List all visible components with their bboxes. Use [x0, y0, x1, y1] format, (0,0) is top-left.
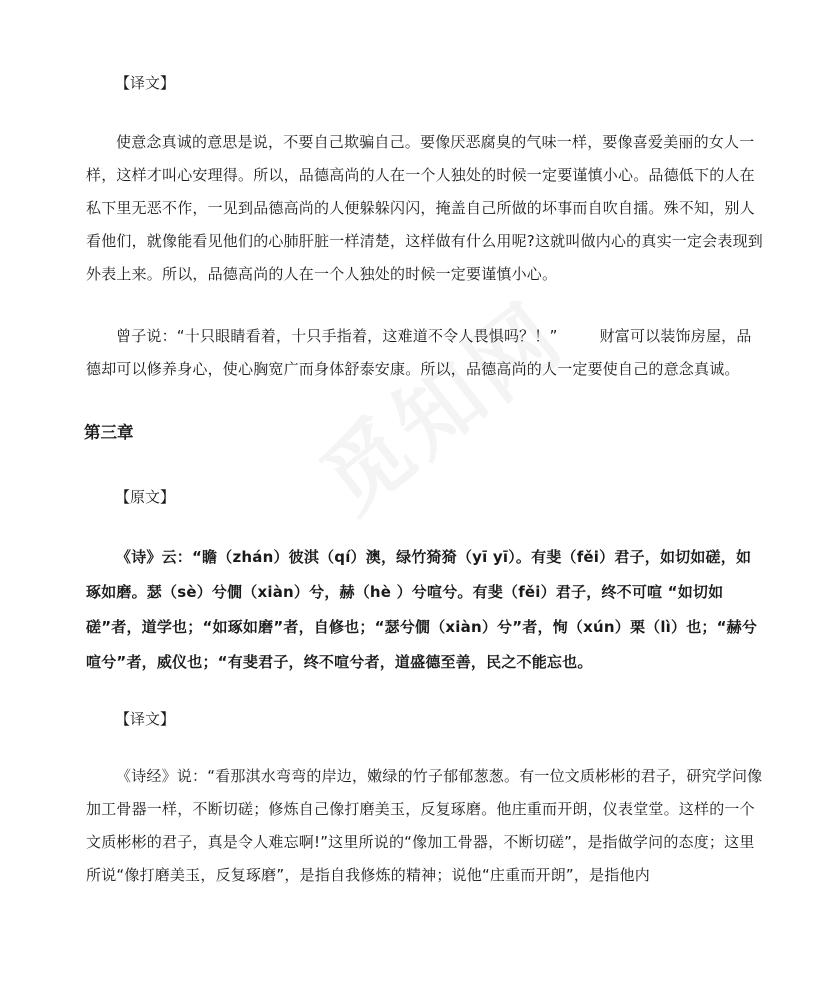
section-label-translation-1: 【译文】	[115, 74, 176, 92]
chapter-title: 第三章	[84, 423, 134, 442]
translation-paragraph-2	[86, 320, 766, 386]
section-label-translation-2: 【译文】	[115, 710, 176, 728]
translation-paragraph-1: 使意念真诚的意思是说，不要自己欺骗自己。要像厌恶腐臭的气味一样，要像喜爱美丽的女人一样，这样才叫心安理得。所以，品德高尚的人在一个人独处的时候一定要谨慎小心。品德低下的人在私下里无恶不作，一见到品德高尚的人便躲躲闪闪，掩盖自己所做的坏事而自吹自擂。殊不知，别人看他们，就像能看见他们的心肺肝脏一样清楚，这样做有什么用呢?这就叫做内心的真实一定会表现到外表上来。所以，品德高尚的人在一个人独处的时候一定要谨慎小心。	[86, 133, 763, 283]
wealth-sentence: 财富可以装饰房屋，品德却可以修养身心，使心胸宽广而身体舒泰安康。所以，品德高尚的人一定要使自己的意念真诚。	[86, 327, 752, 378]
translation-paragraph-3: 《诗经》说：“看那淇水弯弯的岸边，嫩绿的竹子郁郁葱葱。有一位文质彬彬的君子，研究学问像加工骨器一样，不断切磋；修炼自己像打磨美玉，反复琢磨。他庄重而开朗，仪表堂堂。这样的一个文质彬彬的君子，真是令人难忘啊!”这里所说的“像加工骨器，不断切磋”，是指做学问的态度；这里所说“像打磨美玉，反复琢磨”，是指自我修炼的精神；说他“庄重而开朗”，是指他内	[86, 767, 763, 884]
original-text-paragraph: 《诗》云：“瞻（zhán）彼淇（qí）澳，绿竹猗猗（yī yī）。有斐（fěi）君子，如切如磋，如琢如磨。瑟（sè）兮僩（xiàn）兮，赫（hè ）兮喧兮。有斐（fěi）君子，终不可喧 “如切如磋”者，道学也；“如琢如磨”者，自修也；“瑟兮僩（xiàn）兮”者，恂（xún）栗（lì）也；“赫兮喧兮”者，威仪也；“有斐君子，终不喧兮者，道盛德至善，民之不能忘也。	[86, 548, 758, 671]
zengzi-quote: 曾子说：“十只眼睛看着，十只手指着，这难道不令人畏惧吗？！”	[116, 327, 558, 345]
watermark	[291, 268, 585, 536]
section-label-original: 【原文】	[115, 488, 176, 506]
